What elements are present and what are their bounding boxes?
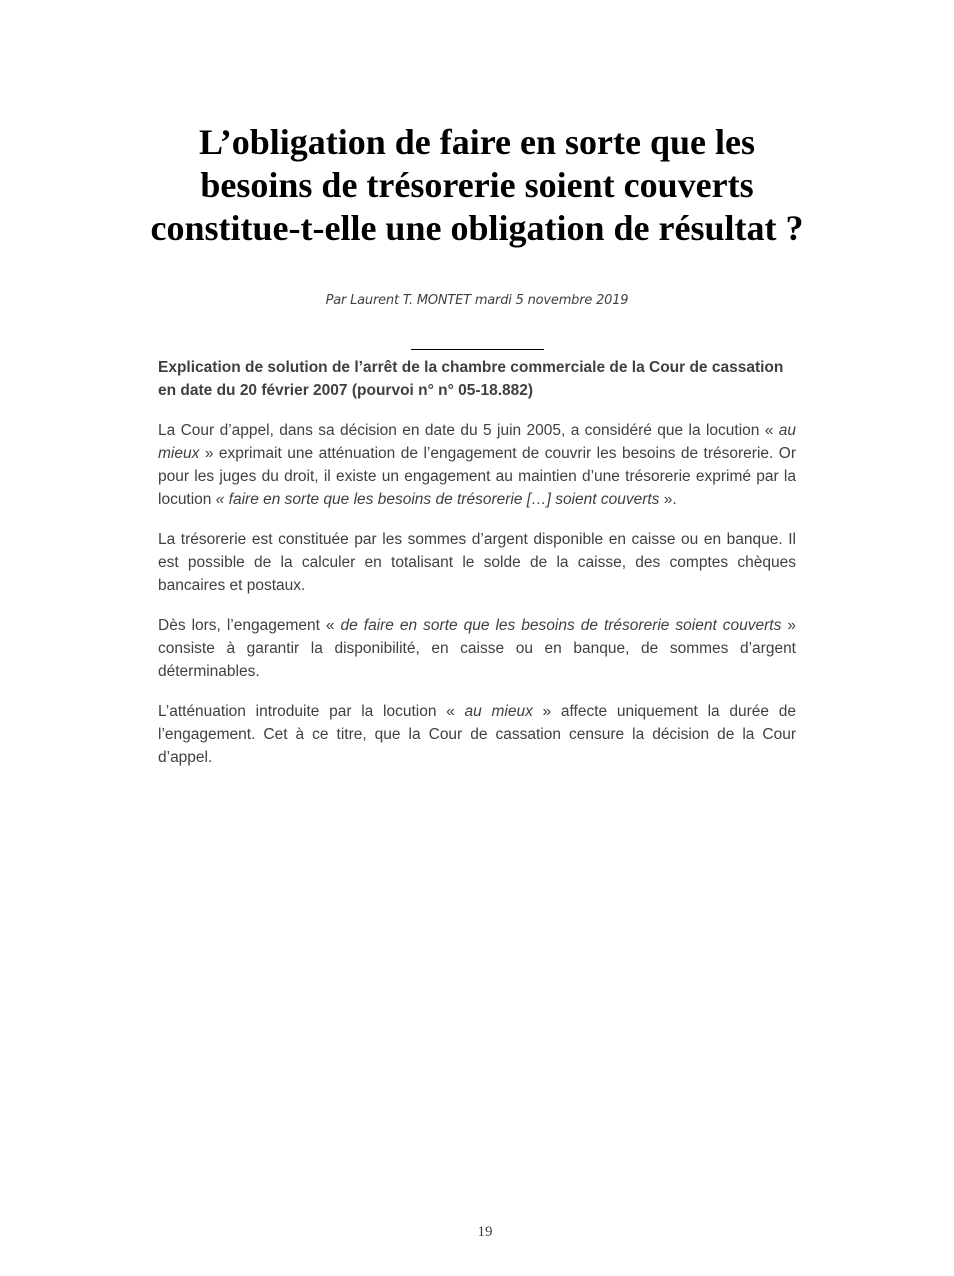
paragraph-engagement bbox=[158, 614, 796, 684]
article-byline: Par Laurent T. MONTET mardi 5 novembre 2019 bbox=[325, 293, 629, 308]
paragraph-quote: au mieux bbox=[464, 702, 533, 720]
paragraph-text: Dès lors, l’engagement « bbox=[158, 616, 341, 634]
paragraph-text: » consiste à garantir la disponibilité, en caisse ou en banque, de sommes d’argent déterminables. bbox=[158, 616, 796, 681]
paragraph-quote: de faire en sorte que les besoins de trésorerie soient couverts bbox=[340, 616, 782, 634]
paragraph-cour-appel bbox=[158, 419, 796, 512]
article-lead: Explication de solution de l’arrêt de la chambre commerciale de la Cour de cassation en date du 20 février 2007 (pourvoi n° n° 05-18.882) bbox=[158, 359, 784, 400]
paragraph-quote: « faire en sorte que les besoins de trésorerie […] soient couverts bbox=[215, 491, 660, 509]
article-title: L’obligation de faire en sorte que les besoins de trésorerie soient couverts constitue-t-elle une obligation de résultat ? bbox=[150, 122, 804, 248]
paragraph-text: ». bbox=[659, 491, 677, 509]
paragraph-text: L’atténuation introduite par la locution « bbox=[158, 702, 465, 720]
paragraph-tresorerie: La trésorerie est constituée par les sommes d’argent disponible en caisse ou en banque. Il est possible de la calculer en totalisant le solde de la caisse, des comptes chèques bancaires et postaux. bbox=[158, 530, 796, 595]
paragraph-text: » affecte uniquement la durée de l’engagement. Cet à ce titre, que la Cour de cassation censure la décision de la Cour d’appel. bbox=[158, 702, 796, 767]
page-number: 19 bbox=[477, 1224, 493, 1240]
paragraph-text: » exprimait une atténuation de l’engagement de couvrir les besoins de trésorerie. Or pour les juges du droit, il existe un engagement au maintien d’une trésorerie exprimé par la locution bbox=[158, 444, 796, 509]
paragraph-attenuation bbox=[158, 700, 796, 770]
title-divider bbox=[411, 349, 544, 350]
paragraph-quote: au mieux bbox=[158, 421, 796, 462]
paragraph-text: La Cour d’appel, dans sa décision en date du 5 juin 2005, a considéré que la locution « bbox=[158, 421, 779, 439]
article-body bbox=[158, 356, 796, 785]
